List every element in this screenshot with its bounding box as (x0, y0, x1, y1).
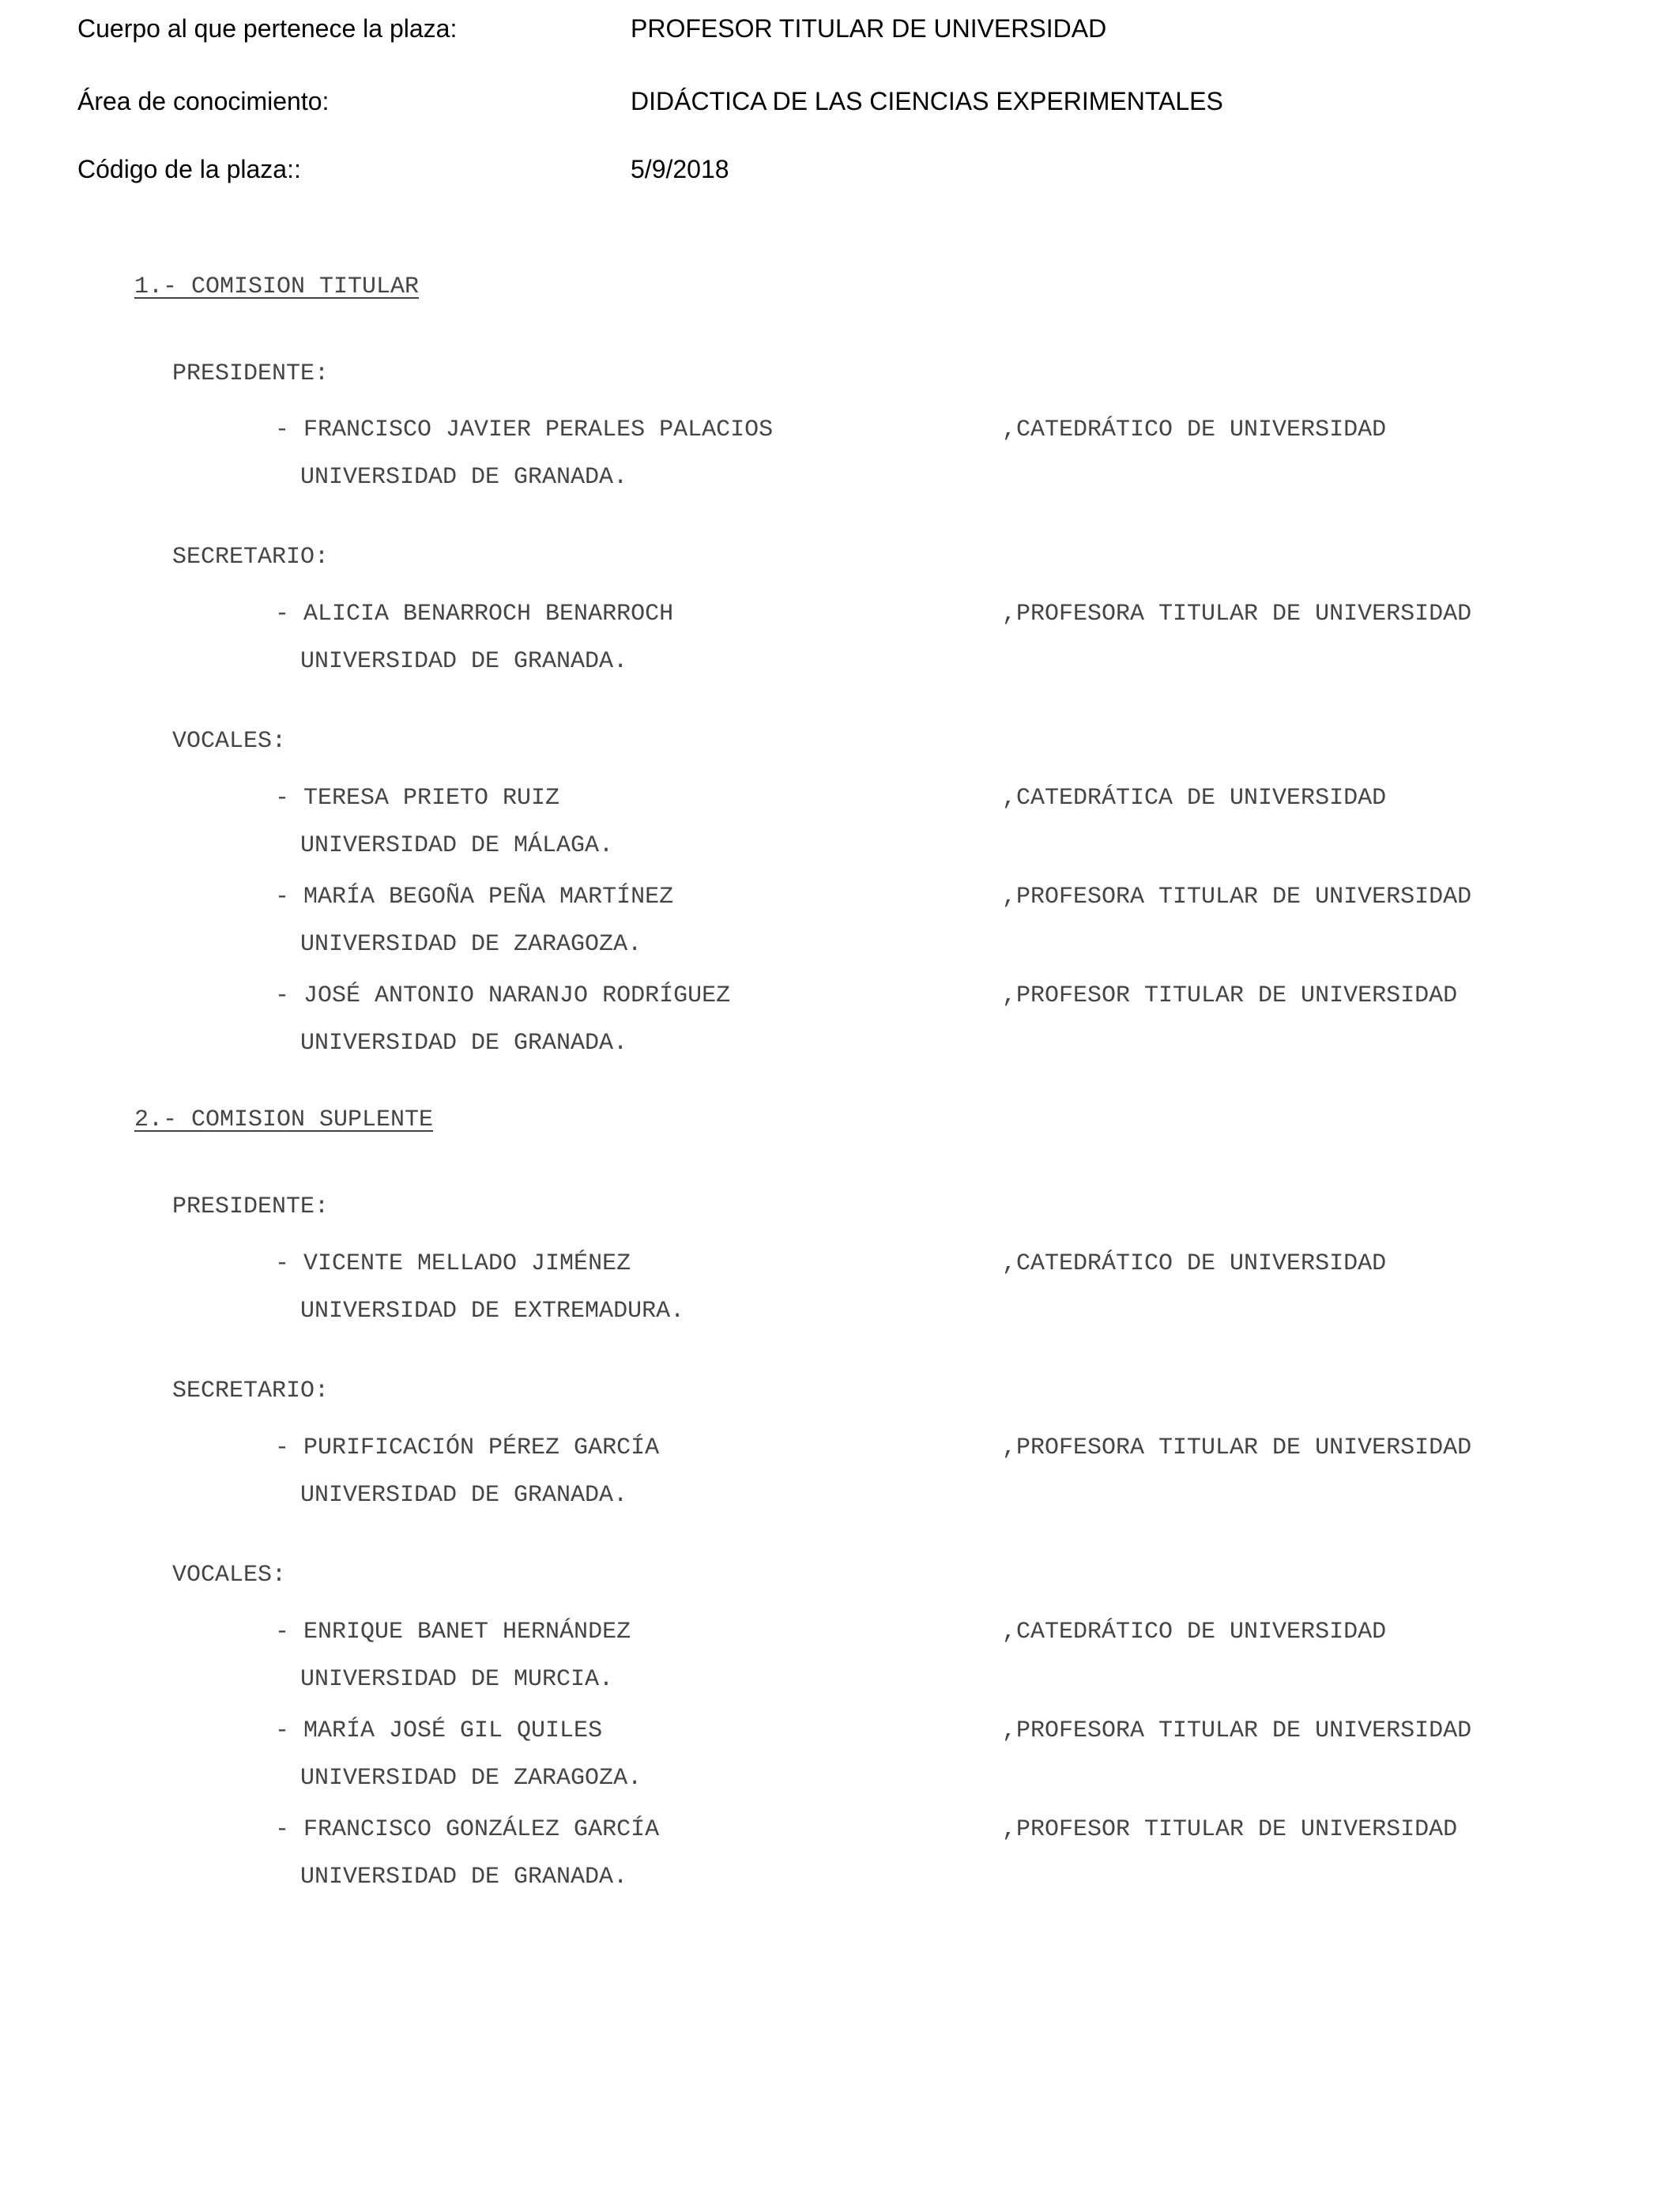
member-title: ,PROFESORA TITULAR DE UNIVERSIDAD (1002, 884, 1472, 910)
member-title: ,PROFESOR TITULAR DE UNIVERSIDAD (1002, 1816, 1458, 1843)
member-university: UNIVERSIDAD DE GRANADA. (300, 1030, 628, 1057)
member-name: - ENRIQUE BANET HERNÁNDEZ (275, 1619, 631, 1646)
member-name: - MARÍA BEGOÑA PEÑA MARTÍNEZ (275, 884, 674, 910)
header-label: Código de la plaza:: (77, 155, 301, 183)
member-university: UNIVERSIDAD DE GRANADA. (300, 1864, 628, 1891)
member-name: - PURIFICACIÓN PÉREZ GARCÍA (275, 1434, 660, 1461)
section-title-suplente: 2.- COMISION SUPLENTE (134, 1106, 434, 1133)
role-label-secretario: SECRETARIO: (172, 544, 330, 571)
role-label-vocales: VOCALES: (172, 1562, 287, 1589)
member-university: UNIVERSIDAD DE MÁLAGA. (300, 832, 614, 859)
member-title: ,PROFESOR TITULAR DE UNIVERSIDAD (1002, 982, 1458, 1009)
role-label-secretario: SECRETARIO: (172, 1378, 330, 1404)
member-university: UNIVERSIDAD DE ZARAGOZA. (300, 1765, 642, 1792)
member-title: ,CATEDRÁTICA DE UNIVERSIDAD (1002, 785, 1387, 812)
member-title: ,CATEDRÁTICO DE UNIVERSIDAD (1002, 1619, 1387, 1646)
member-university: UNIVERSIDAD DE GRANADA. (300, 464, 628, 491)
member-title: ,PROFESORA TITULAR DE UNIVERSIDAD (1002, 601, 1472, 628)
header-value: DIDÁCTICA DE LAS CIENCIAS EXPERIMENTALES (631, 87, 1223, 115)
header-label: Área de conocimiento: (77, 87, 330, 115)
member-name: - JOSÉ ANTONIO NARANJO RODRÍGUEZ (275, 982, 731, 1009)
header-label: Cuerpo al que pertenece la plaza: (77, 14, 458, 43)
member-university: UNIVERSIDAD DE GRANADA. (300, 1482, 628, 1509)
header-value: 5/9/2018 (631, 155, 729, 183)
member-name: - FRANCISCO GONZÁLEZ GARCÍA (275, 1816, 660, 1843)
member-name: - ALICIA BENARROCH BENARROCH (275, 601, 674, 628)
member-title: ,PROFESORA TITULAR DE UNIVERSIDAD (1002, 1717, 1472, 1744)
member-name: - MARÍA JOSÉ GIL QUILES (275, 1717, 603, 1744)
role-label-vocales: VOCALES: (172, 728, 287, 755)
member-name: - VICENTE MELLADO JIMÉNEZ (275, 1250, 631, 1277)
member-university: UNIVERSIDAD DE MURCIA. (300, 1666, 614, 1693)
member-university: UNIVERSIDAD DE EXTREMADURA. (300, 1298, 685, 1325)
member-name: - TERESA PRIETO RUIZ (275, 785, 560, 812)
member-university: UNIVERSIDAD DE ZARAGOZA. (300, 931, 642, 958)
section-title-titular: 1.- COMISION TITULAR (134, 273, 420, 300)
role-label-presidente: PRESIDENTE: (172, 1193, 330, 1220)
role-label-presidente: PRESIDENTE: (172, 360, 330, 387)
header-value: PROFESOR TITULAR DE UNIVERSIDAD (631, 14, 1107, 43)
member-title: ,CATEDRÁTICO DE UNIVERSIDAD (1002, 417, 1387, 443)
member-university: UNIVERSIDAD DE GRANADA. (300, 648, 628, 675)
member-title: ,PROFESORA TITULAR DE UNIVERSIDAD (1002, 1434, 1472, 1461)
member-title: ,CATEDRÁTICO DE UNIVERSIDAD (1002, 1250, 1387, 1277)
member-name: - FRANCISCO JAVIER PERALES PALACIOS (275, 417, 774, 443)
